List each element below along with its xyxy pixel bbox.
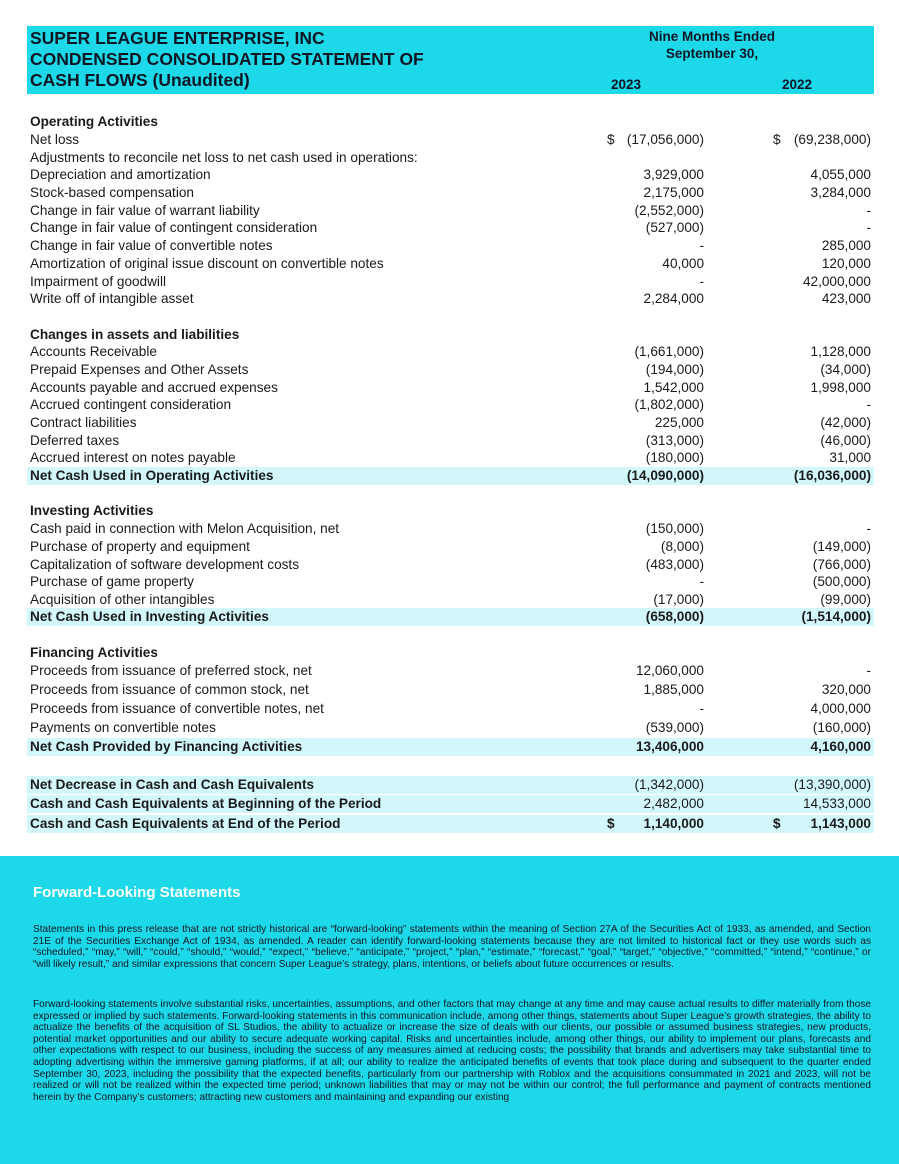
value-2022: 31,000: [829, 450, 871, 465]
row-label: Impairment of goodwill: [30, 274, 166, 289]
value-2023: 2,482,000: [643, 796, 704, 811]
value-2023: (17,056,000): [626, 132, 704, 147]
value-2022: 285,000: [821, 238, 871, 253]
row-label: Accounts Receivable: [30, 344, 157, 359]
value-2023: -: [699, 574, 704, 589]
value-2022: (160,000): [812, 720, 871, 735]
row-label: Capitalization of software development costs: [30, 557, 299, 572]
row-label: Purchase of game property: [30, 574, 194, 589]
section-heading: [27, 326, 874, 344]
statement-header: [27, 26, 874, 94]
currency-symbol: $: [607, 132, 615, 147]
table-row: [27, 290, 874, 308]
value-2022: 320,000: [821, 682, 871, 697]
value-2023: (1,661,000): [634, 344, 704, 359]
table-row: [27, 273, 874, 291]
value-2023: 3,929,000: [643, 167, 704, 182]
table-row: [27, 131, 874, 149]
period-heading: [587, 28, 837, 62]
forward-looking-paragraph: Forward-looking statements involve substantial risks, uncertainties, assumptions, and other factors that may change at any time and may cause actual results to differ materially from those expressed or implied by such statements. Forward-looking statements in this communication include, among other things, statements about Super League’s growth strategies, the ability to actualize the benefits of the acquisition of SL Studios, the ability to actualize or increase the size of deals with our clients, our possible or assumed business strategies, new products, potential market opportunities and our ability to secure adequate working capital. Risks and uncertainties include, among other things, our ability to implement our plans, forecasts and other expectations with respect to our business, including the success of any measures aimed at reducing costs; the possibility that brands and advertisers may take substantial time to adopting advertising within the immersive gaming platforms, if at all; our ability to realize the anticipated benefits of events that took place during and subsequent to the quarter ended September 30, 2023, including the possibility that the expected benefits, particularly from our partnership with Roblox and the acquisitions consummated in 2021 and 2023, will not be realized or will not be realized within the expected time period; unknown liabilities that may or may not be within our control; the full performance and payment of contracts mentioned herein by the Company’s customers; attracting new customers and maintaining and expanding our existing: [33, 999, 871, 1103]
forward-looking-paragraph: Statements in this press release that are not strictly historical are “forward-looking” statements within the meaning of Section 27A of the Securities Act of 1933, as amended, and Section 21E of the Securities Exchange Act of 1934, as amended. A reader can identify forward-looking statements because they are not limited to historical fact or they use words such as “scheduled,” “may,” “will,” “could,” “should,” “would,” “expect,” “believe,” “anticipate,” “project,” “plan,” “estimate,” “forecast,” “goal,” “target,” “objective,” “committed,” “intend,” “continue,” or “will likely result,” and similar expressions that concern Super League’s strategy, plans, intentions, or beliefs about future occurrences or results.: [33, 924, 871, 970]
title-line: SUPER LEAGUE ENTERPRISE, INC: [30, 28, 325, 48]
value-2022: -: [866, 220, 871, 235]
table-row: [27, 700, 874, 718]
value-2022: 4,160,000: [810, 739, 871, 754]
table-row: [27, 520, 874, 538]
row-label: Cash and Cash Equivalents at End of the Period: [30, 816, 341, 831]
row-label: Proceeds from issuance of convertible notes, net: [30, 701, 324, 716]
table-row: [27, 449, 874, 467]
value-2022: 1,143,000: [810, 816, 871, 831]
table-row: [27, 219, 874, 237]
total-row: [27, 815, 874, 833]
section-heading: [27, 502, 874, 520]
row-label: Accounts payable and accrued expenses: [30, 380, 278, 395]
value-2023: (150,000): [645, 521, 704, 536]
table-row: [27, 556, 874, 574]
value-2022: 423,000: [821, 291, 871, 306]
value-2023: (8,000): [660, 539, 704, 554]
table-row: [27, 149, 874, 167]
value-2023: (313,000): [645, 433, 704, 448]
value-2023: (2,552,000): [634, 203, 704, 218]
row-label: Prepaid Expenses and Other Assets: [30, 362, 249, 377]
table-row: [27, 538, 874, 556]
table-row: [27, 166, 874, 184]
value-2022: (1,514,000): [801, 609, 871, 624]
value-2023: (14,090,000): [626, 468, 704, 483]
value-2023: (658,000): [645, 609, 704, 624]
row-label: Cash and Cash Equivalents at Beginning of the Period: [30, 796, 382, 811]
total-row: [27, 795, 874, 813]
year-2022-header: 2022: [782, 77, 813, 92]
value-2023: (17,000): [653, 592, 704, 607]
value-2022: (46,000): [820, 433, 871, 448]
value-2023: 40,000: [662, 256, 704, 271]
row-label: Adjustments to reconcile net loss to net cash used in operations:: [30, 150, 418, 165]
value-2023: -: [699, 701, 704, 716]
value-2022: (99,000): [820, 592, 871, 607]
value-2022: 14,533,000: [802, 796, 871, 811]
value-2022: 4,000,000: [810, 701, 871, 716]
value-2022: 4,055,000: [810, 167, 871, 182]
value-2023: 12,060,000: [635, 663, 704, 678]
table-row: [27, 396, 874, 414]
value-2023: (483,000): [645, 557, 704, 572]
value-2023: -: [699, 274, 704, 289]
row-label: Acquisition of other intangibles: [30, 592, 215, 607]
table-row: [27, 573, 874, 591]
value-2022: (16,036,000): [793, 468, 871, 483]
value-2022: (149,000): [812, 539, 871, 554]
value-2023: 13,406,000: [635, 739, 704, 754]
row-label: Stock-based compensation: [30, 185, 194, 200]
value-2022: -: [866, 521, 871, 536]
currency-symbol: $: [607, 816, 615, 831]
row-label: Cash paid in connection with Melon Acquisition, net: [30, 521, 340, 536]
value-2023: (527,000): [645, 220, 704, 235]
row-label: Proceeds from issuance of common stock, net: [30, 682, 309, 697]
value-2023: (1,342,000): [634, 777, 704, 792]
value-2022: -: [866, 397, 871, 412]
row-label: Change in fair value of convertible notes: [30, 238, 273, 253]
value-2022: (42,000): [820, 415, 871, 430]
statement-title: [30, 28, 590, 91]
row-label: Net Cash Provided by Financing Activities: [30, 739, 303, 754]
table-row: [27, 184, 874, 202]
value-2023: 2,175,000: [643, 185, 704, 200]
row-label: Accrued interest on notes payable: [30, 450, 236, 465]
row-label: Amortization of original issue discount on convertible notes: [30, 256, 384, 271]
value-2022: -: [866, 663, 871, 678]
row-label: Depreciation and amortization: [30, 167, 211, 182]
value-2022: (500,000): [812, 574, 871, 589]
row-label: Contract liabilities: [30, 415, 137, 430]
value-2023: 1,140,000: [643, 816, 704, 831]
value-2022: 42,000,000: [802, 274, 871, 289]
value-2022: (13,390,000): [793, 777, 871, 792]
value-2022: (34,000): [820, 362, 871, 377]
value-2023: (1,802,000): [634, 397, 704, 412]
total-row: [27, 467, 874, 485]
period-line: September 30,: [665, 46, 759, 61]
value-2022: 1,128,000: [810, 344, 871, 359]
row-label: Purchase of property and equipment: [30, 539, 250, 554]
table-row: [27, 237, 874, 255]
table-row: [27, 662, 874, 680]
value-2023: 1,885,000: [643, 682, 704, 697]
year-2023-header: 2023: [611, 77, 642, 92]
title-line: CASH FLOWS (Unaudited): [30, 70, 250, 90]
value-2023: -: [699, 238, 704, 253]
table-row: [27, 591, 874, 609]
table-row: [27, 343, 874, 361]
table-row: [27, 432, 874, 450]
row-label: Net loss: [30, 132, 80, 147]
row-label: Investing Activities: [30, 503, 154, 518]
row-label: Change in fair value of warrant liability: [30, 203, 260, 218]
section-heading: [27, 113, 874, 131]
row-label: Deferred taxes: [30, 433, 120, 448]
row-label: Payments on convertible notes: [30, 720, 216, 735]
value-2022: -: [866, 203, 871, 218]
table-row: [27, 681, 874, 699]
forward-looking-title: Forward-Looking Statements: [33, 884, 241, 901]
value-2023: (539,000): [645, 720, 704, 735]
currency-symbol: $: [773, 132, 781, 147]
value-2023: (180,000): [645, 450, 704, 465]
total-row: [27, 738, 874, 756]
row-label: Changes in assets and liabilities: [30, 327, 240, 342]
table-row: [27, 379, 874, 397]
row-label: Proceeds from issuance of preferred stock, net: [30, 663, 312, 678]
table-row: [27, 202, 874, 220]
title-line: CONDENSED CONSOLIDATED STATEMENT OF: [30, 49, 424, 69]
value-2022: 1,998,000: [810, 380, 871, 395]
period-line: Nine Months Ended: [649, 29, 775, 44]
total-row: [27, 776, 874, 794]
value-2022: (69,238,000): [793, 132, 871, 147]
row-label: Net Cash Used in Operating Activities: [30, 468, 274, 483]
value-2022: 120,000: [821, 256, 871, 271]
value-2022: (766,000): [812, 557, 871, 572]
value-2023: (194,000): [645, 362, 704, 377]
row-label: Net Decrease in Cash and Cash Equivalents: [30, 777, 315, 792]
table-row: [27, 719, 874, 737]
value-2023: 1,542,000: [643, 380, 704, 395]
row-label: Accrued contingent consideration: [30, 397, 232, 412]
row-label: Net Cash Used in Investing Activities: [30, 609, 269, 624]
total-row: [27, 608, 874, 626]
table-row: [27, 255, 874, 273]
table-row: [27, 361, 874, 379]
table-row: [27, 414, 874, 432]
row-label: Change in fair value of contingent consideration: [30, 220, 318, 235]
value-2023: 2,284,000: [643, 291, 704, 306]
section-heading: [27, 644, 874, 662]
row-label: Operating Activities: [30, 114, 158, 129]
row-label: Write off of intangible asset: [30, 291, 194, 306]
currency-symbol: $: [773, 816, 781, 831]
row-label: Financing Activities: [30, 645, 158, 660]
value-2023: 225,000: [654, 415, 704, 430]
value-2022: 3,284,000: [810, 185, 871, 200]
